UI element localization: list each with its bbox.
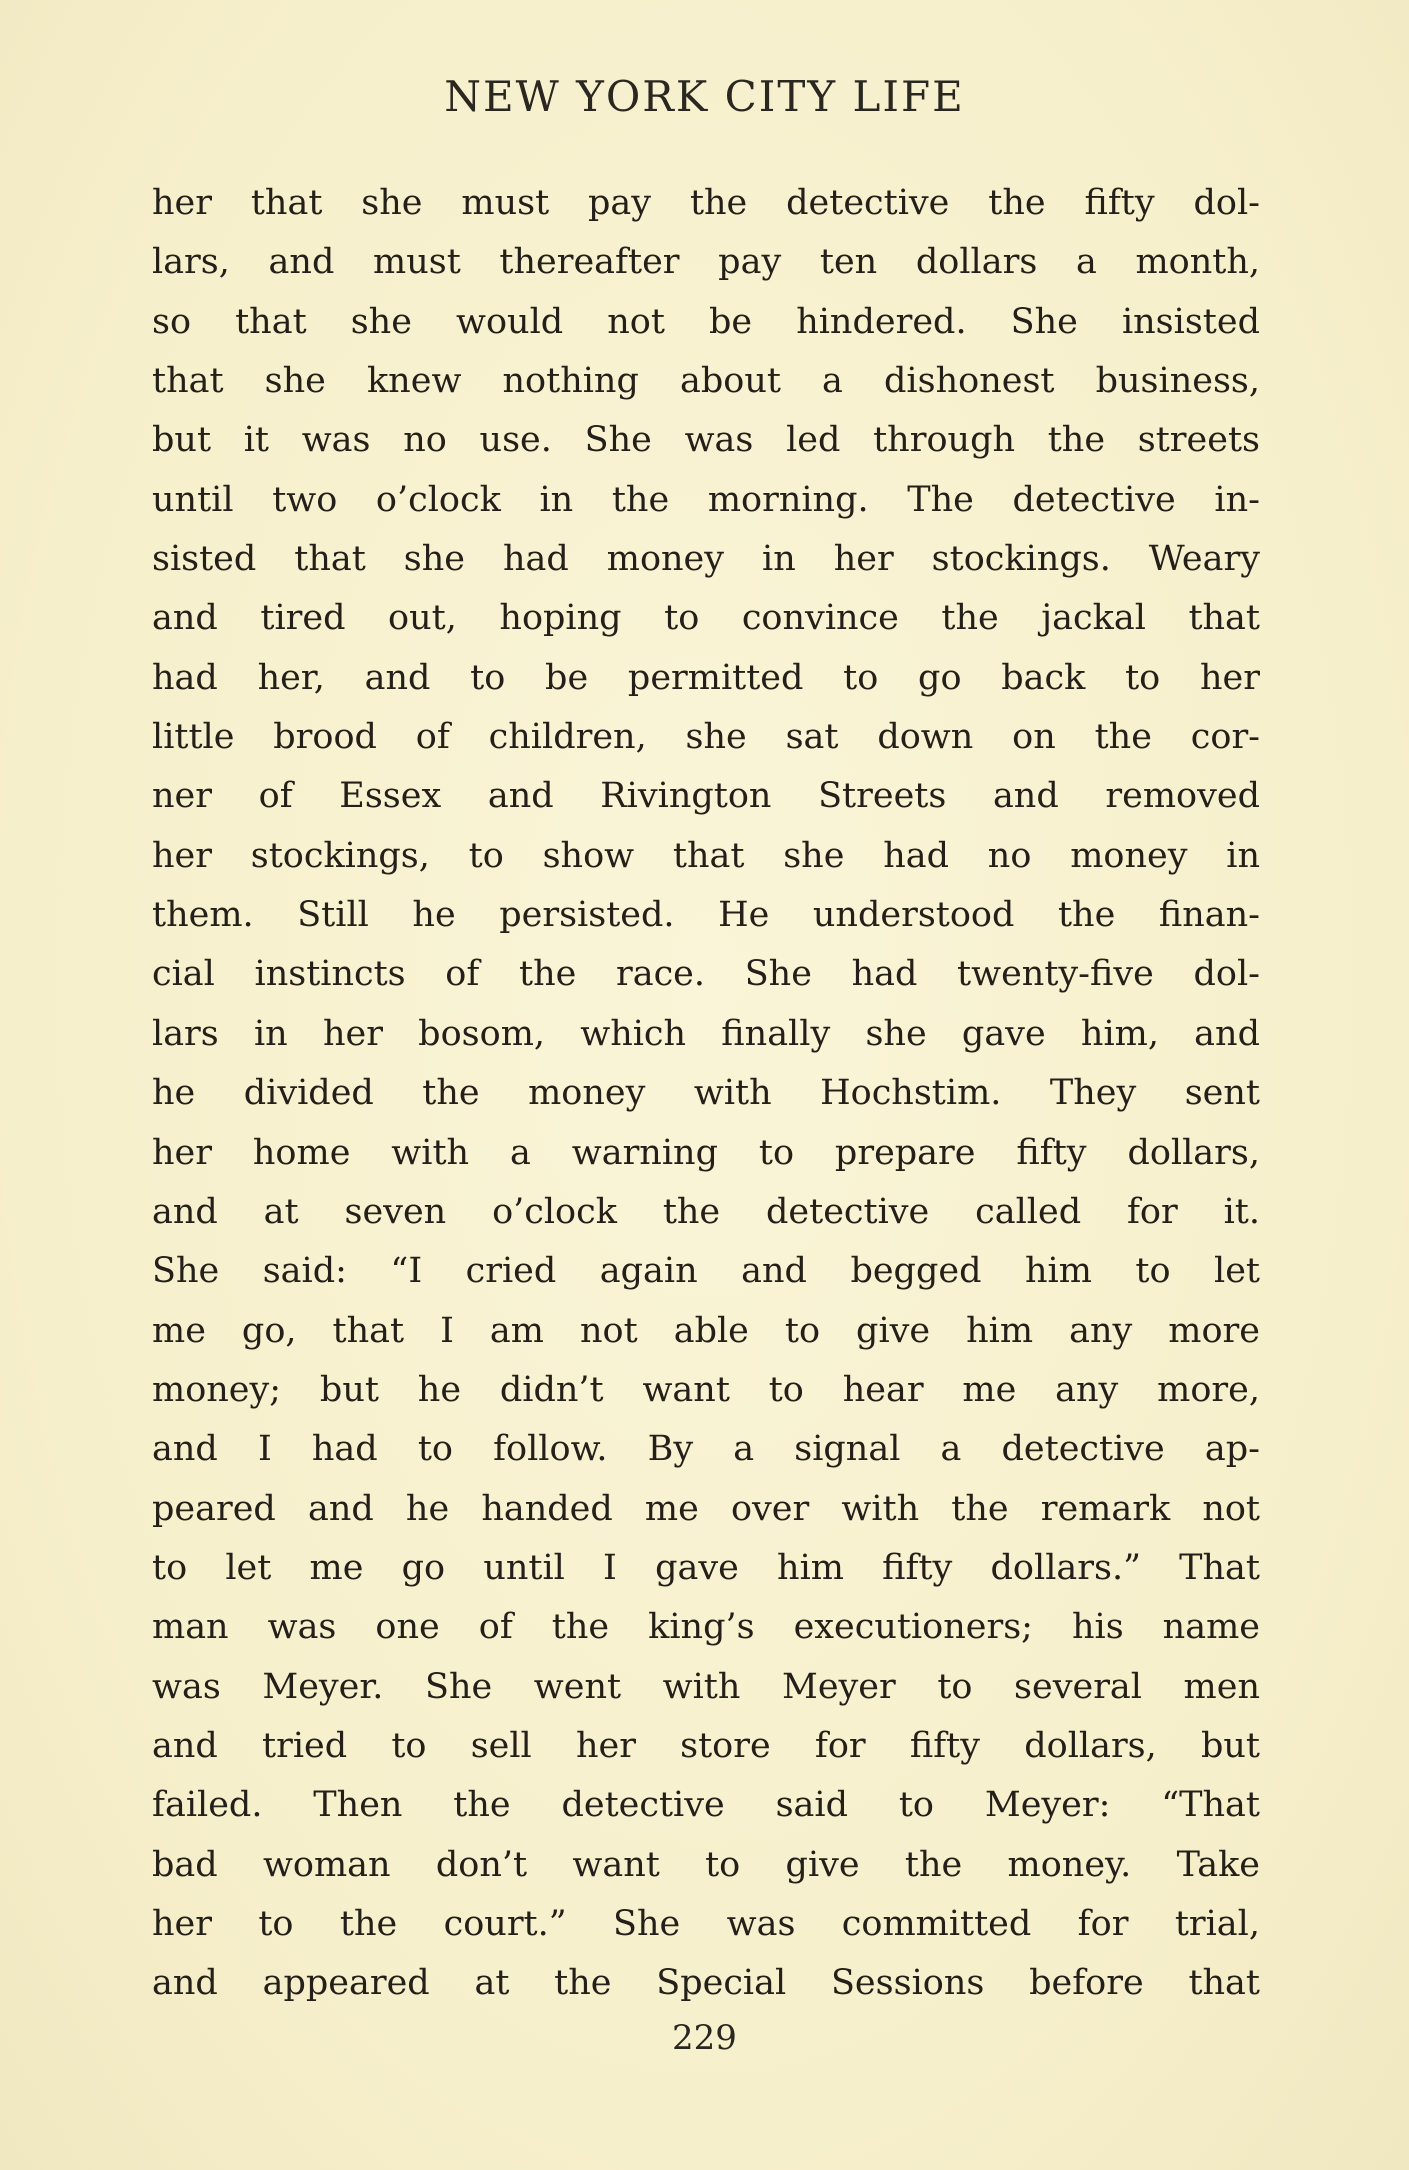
- text-line: her home with a warning to prepare fifty dollars,: [152, 1132, 1260, 1173]
- text-line: sisted that she had money in her stockings. Weary: [152, 539, 1260, 580]
- text-line: little brood of children, she sat down on the cor-: [152, 717, 1260, 758]
- page-number: 229: [672, 2018, 737, 2058]
- text-line: her to the court.” She was committed for trial,: [152, 1903, 1260, 1944]
- text-line: until two o’clock in the morning. The detective in-: [152, 479, 1260, 520]
- text-line: but it was no use. She was led through the streets: [152, 420, 1260, 461]
- text-line: and tired out, hoping to convince the jackal that: [152, 598, 1260, 639]
- text-line: so that she would not be hindered. She insisted: [152, 301, 1260, 342]
- text-line: money; but he didn’t want to hear me any more,: [152, 1369, 1260, 1410]
- text-line: bad woman don’t want to give the money. Take: [152, 1844, 1260, 1885]
- text-line: he divided the money with Hochstim. They sent: [152, 1073, 1260, 1114]
- text-line: and appeared at the Special Sessions before that: [152, 1963, 1260, 2004]
- text-line: She said: “I cried again and begged him to let: [152, 1251, 1260, 1292]
- text-line: and I had to follow. By a signal a detective ap-: [152, 1429, 1260, 1470]
- text-line: and tried to sell her store for fifty dollars, but: [152, 1725, 1260, 1766]
- text-line: had her, and to be permitted to go back to her: [152, 657, 1260, 698]
- text-line: that she knew nothing about a dishonest business,: [152, 361, 1260, 402]
- text-line: to let me go until I gave him fifty dollars.” That: [152, 1547, 1260, 1588]
- text-line: cial instincts of the race. She had twenty-five dol-: [152, 954, 1260, 995]
- text-line: man was one of the king’s executioners; his name: [152, 1607, 1260, 1648]
- text-line: and at seven o’clock the detective called for it.: [152, 1191, 1260, 1232]
- text-line: was Meyer. She went with Meyer to several men: [152, 1666, 1260, 1707]
- text-line: lars in her bosom, which finally she gave him, and: [152, 1013, 1260, 1054]
- text-line: her stockings, to show that she had no money in: [152, 835, 1260, 876]
- text-line: peared and he handed me over with the remark not: [152, 1488, 1260, 1529]
- text-line: them. Still he persisted. He understood the finan-: [152, 895, 1260, 936]
- text-line: me go, that I am not able to give him any more: [152, 1310, 1260, 1351]
- text-line: her that she must pay the detective the fifty dol-: [152, 183, 1260, 223]
- running-head: NEW YORK CITY LIFE: [444, 72, 965, 121]
- text-line: failed. Then the detective said to Meyer: “That: [152, 1785, 1260, 1826]
- text-line: ner of Essex and Rivington Streets and removed: [152, 776, 1260, 817]
- text-line: lars, and must thereafter pay ten dollars a month,: [152, 242, 1260, 283]
- body-text: [152, 174, 1260, 2014]
